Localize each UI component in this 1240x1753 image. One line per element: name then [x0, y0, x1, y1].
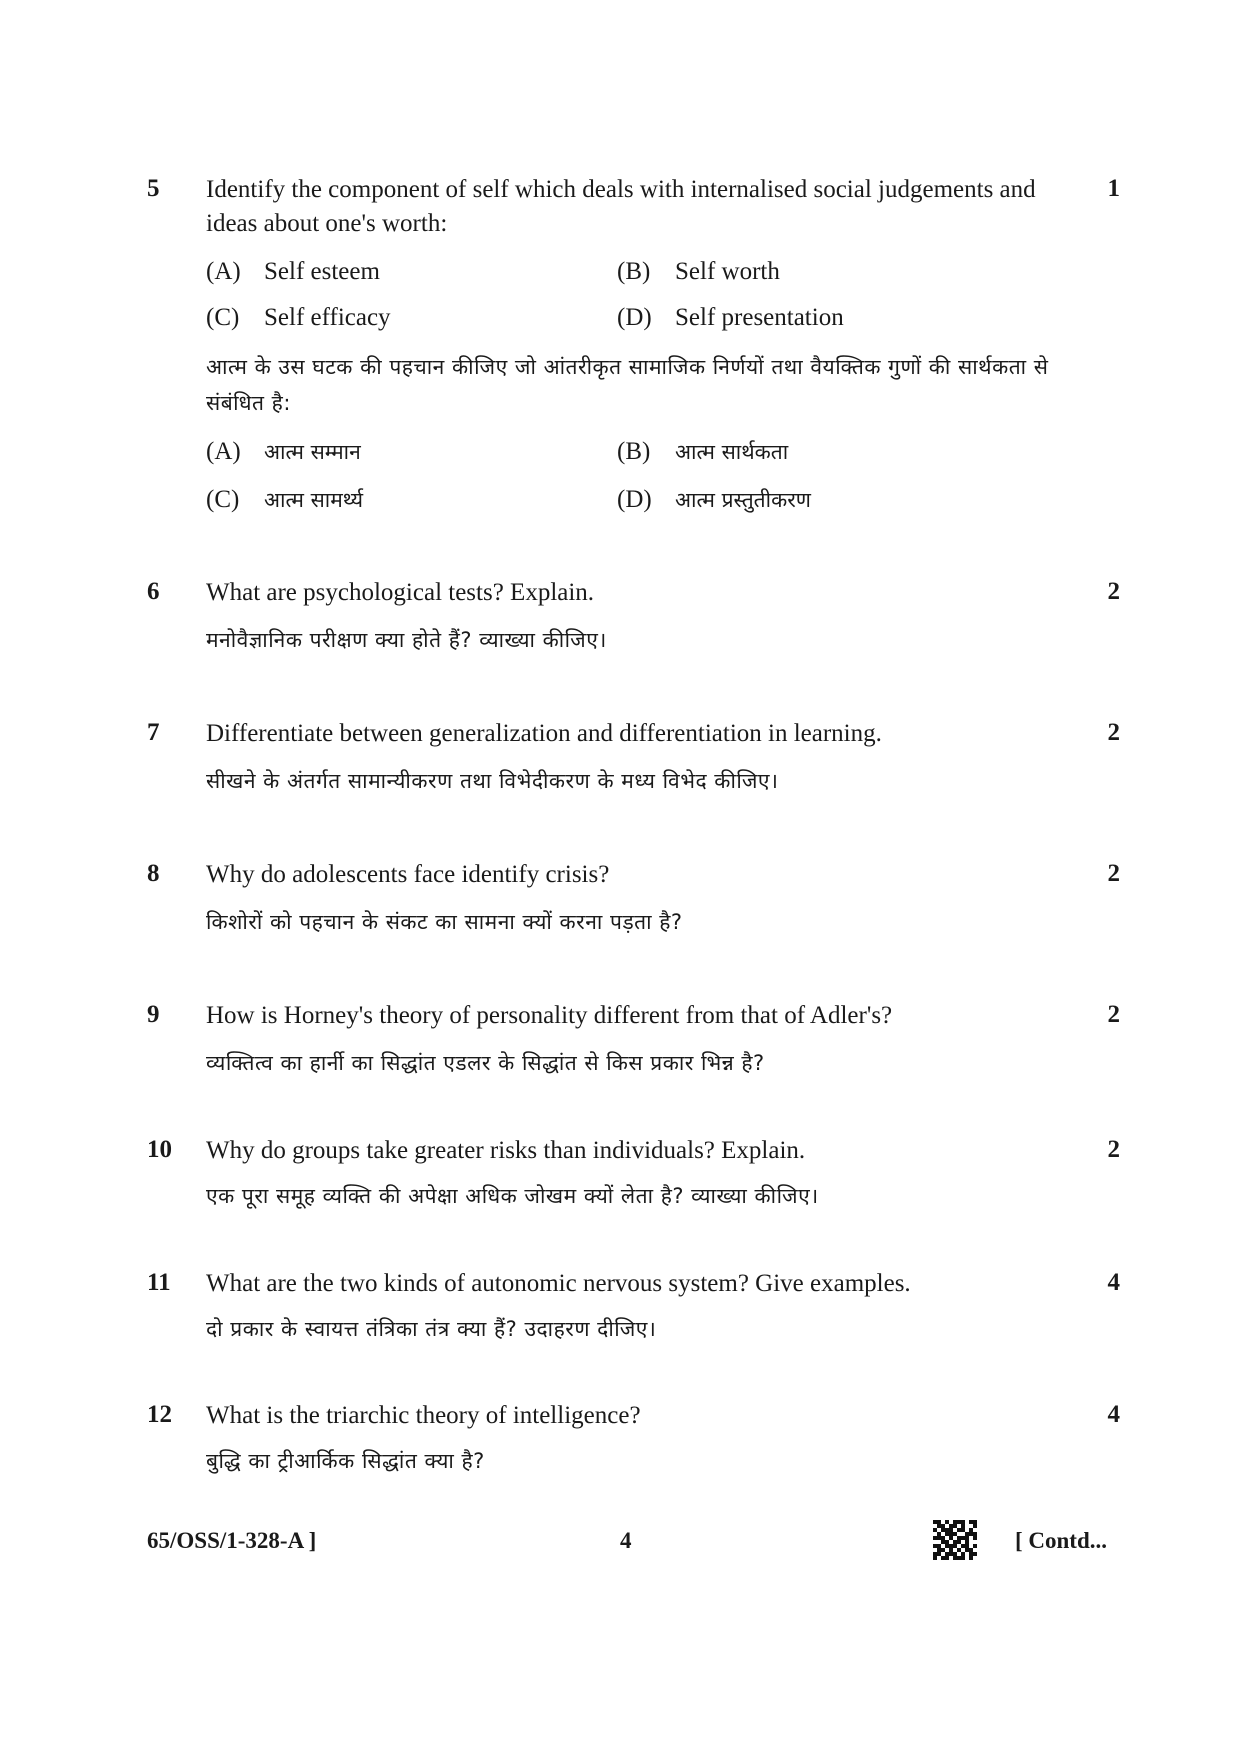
option-text: Self presentation	[675, 304, 844, 331]
question-text-english: How is Horney's theory of personality different from that of Adler's?	[206, 1002, 893, 1029]
question-text-english: Why do groups take greater risks than individuals? Explain.	[206, 1137, 806, 1164]
question-text-english: What are the two kinds of autonomic nervous system? Give examples.	[206, 1270, 911, 1297]
question-number: 5	[147, 175, 160, 202]
option-label: (A)	[206, 438, 241, 465]
question-marks: 2	[1107, 1136, 1120, 1163]
question-number: 11	[147, 1269, 171, 1296]
question-text-hindi: एक पूरा समूह व्यक्ति की अपेक्षा अधिक जोखम क्यों लेता है? व्याख्या कीजिए।	[206, 1184, 819, 1208]
question-marks: 2	[1107, 1001, 1120, 1028]
paper-code: 65/OSS/1-328-A ]	[147, 1528, 317, 1553]
question-text-english: What are psychological tests? Explain.	[206, 579, 595, 606]
option-label: (B)	[617, 438, 651, 465]
option-a-english	[206, 258, 380, 286]
question-marks: 4	[1107, 1269, 1120, 1296]
question-marks: 2	[1107, 860, 1120, 887]
option-c-hindi	[206, 486, 363, 514]
option-text: आत्म सार्थकता	[675, 440, 789, 464]
question-number: 12	[147, 1401, 172, 1428]
option-label: (A)	[206, 258, 241, 285]
option-text: Self efficacy	[264, 304, 391, 331]
option-label: (B)	[617, 258, 651, 285]
question-text-hindi: मनोवैज्ञानिक परीक्षण क्या होते हैं? व्याख्या कीजिए।	[206, 628, 607, 652]
question-text-hindi: बुद्धि का ट्रीआर्किक सिद्धांत क्या है?	[206, 1449, 485, 1473]
question-marks: 4	[1107, 1401, 1120, 1428]
option-label: (C)	[206, 304, 240, 331]
question-number: 6	[147, 578, 160, 605]
option-label: (D)	[617, 304, 652, 331]
option-b-hindi	[617, 438, 788, 466]
option-d-hindi	[617, 486, 811, 514]
question-text-hindi: सीखने के अंतर्गत सामान्यीकरण तथा विभेदीकरण के मध्य विभेद कीजिए।	[206, 769, 779, 793]
question-text-english: Differentiate between generalization and differentiation in learning.	[206, 720, 882, 747]
question-number: 9	[147, 1001, 160, 1028]
question-text-hindi: व्यक्तित्व का हार्नी का सिद्धांत एडलर के सिद्धांत से किस प्रकार भिन्न है?	[206, 1051, 765, 1075]
question-marks: 2	[1107, 719, 1120, 746]
question-text-english: Why do adolescents face identify crisis?	[206, 861, 610, 888]
question-marks: 1	[1107, 175, 1120, 202]
page-number: 4	[620, 1528, 632, 1553]
question-text-hindi: किशोरों को पहचान के संकट का सामना क्यों करना पड़ता है?	[206, 910, 683, 934]
option-text: Self esteem	[264, 258, 380, 285]
option-c-english	[206, 304, 391, 332]
option-text: Self worth	[675, 258, 780, 285]
question-number: 7	[147, 719, 160, 746]
option-a-hindi	[206, 438, 361, 466]
question-text-english: What is the triarchic theory of intelligence?	[206, 1402, 641, 1429]
option-text: आत्म सम्मान	[264, 440, 361, 464]
qr-code-icon	[933, 1520, 977, 1560]
question-text-hindi: दो प्रकार के स्वायत्त तंत्रिका तंत्र क्या हैं? उदाहरण दीजिए।	[206, 1317, 657, 1341]
continued-label: [ Contd...	[1015, 1528, 1108, 1553]
question-text-hindi: आत्म के उस घटक की पहचान कीजिए जो आंतरीकृत सामाजिक निर्णयों तथा वैयक्तिक गुणों की सार्थकता से संबंधित है:	[206, 355, 1049, 415]
option-label: (D)	[617, 486, 652, 513]
question-number: 8	[147, 860, 160, 887]
question-text-english: Identify the component of self which deals with internalised social judgements and ideas about one's worth:	[206, 176, 1036, 237]
question-marks: 2	[1107, 578, 1120, 605]
question-number: 10	[147, 1136, 172, 1163]
option-d-english	[617, 304, 844, 332]
option-text: आत्म सामर्थ्य	[264, 488, 364, 512]
option-text: आत्म प्रस्तुतीकरण	[675, 488, 811, 512]
option-label: (C)	[206, 486, 240, 513]
option-b-english	[617, 258, 780, 286]
